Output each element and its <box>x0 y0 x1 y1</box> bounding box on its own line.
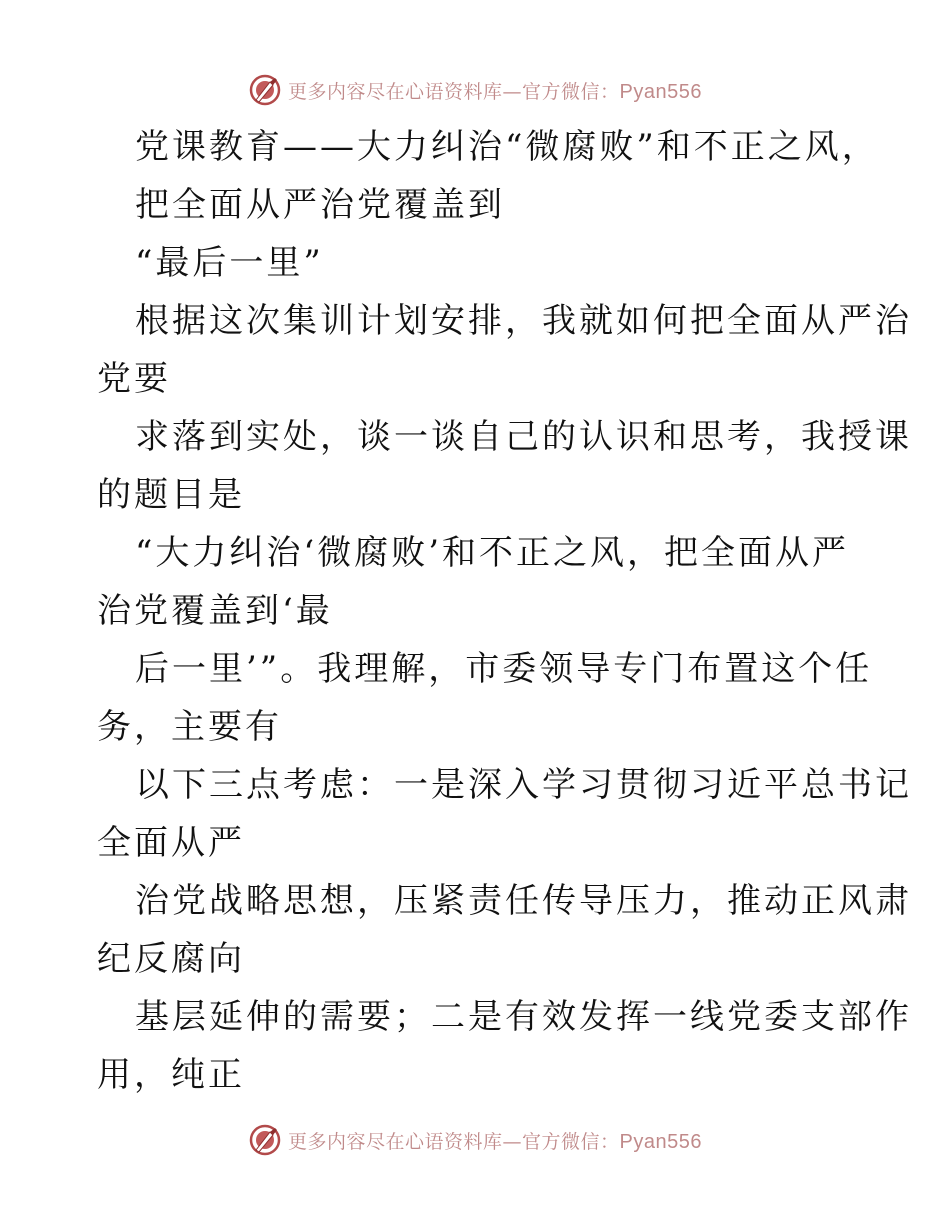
footer-watermark <box>0 1120 950 1160</box>
paragraph-line: 全面从严 <box>97 823 245 863</box>
paragraph-line: 根据这次集训计划安排，我就如何把全面从严治 <box>135 301 912 341</box>
paragraph-line: 党要 <box>97 359 171 399</box>
watermark-text: 更多内容尽在心语资料库—官方微信：Pyan556 <box>288 1130 702 1153</box>
title-line-3: “最后一里” <box>135 243 324 283</box>
paragraph-line: 用，纯正 <box>97 1055 245 1095</box>
watermark-text: 更多内容尽在心语资料库—官方微信：Pyan556 <box>288 80 702 103</box>
title-line-2: 把全面从严治党覆盖到 <box>135 185 505 225</box>
pen-logo-icon <box>248 73 282 107</box>
paragraph-line: 治党战略思想，压紧责任传导压力，推动正风肃 <box>135 881 912 921</box>
paragraph-line: 纪反腐向 <box>97 939 245 979</box>
paragraph-line: 基层延伸的需要；二是有效发挥一线党委支部作 <box>135 997 912 1037</box>
paragraph-line: 治党覆盖到‘最 <box>97 591 333 631</box>
paragraph-line: 的题目是 <box>97 475 245 515</box>
watermark-wechat-id: Pyan556 <box>619 1130 702 1153</box>
document-body <box>97 118 912 1104</box>
paragraph-line: 务，主要有 <box>97 707 282 747</box>
paragraph-line: “大力纠治‘微腐败’和不正之风，把全面从严 <box>135 533 849 573</box>
paragraph-line: 以下三点考虑：一是深入学习贯彻习近平总书记 <box>135 765 912 805</box>
watermark-wechat-id: Pyan556 <box>619 80 702 103</box>
paragraph-line: 求落到实处，谈一谈自己的认识和思考，我授课 <box>135 417 912 457</box>
title-line-1: 党课教育——大力纠治“微腐败”和不正之风， <box>135 127 879 167</box>
header-watermark <box>0 70 950 110</box>
pen-logo-icon <box>248 1123 282 1157</box>
paragraph-line: 后一里’”。我理解，市委领导专门布置这个任 <box>135 649 873 689</box>
